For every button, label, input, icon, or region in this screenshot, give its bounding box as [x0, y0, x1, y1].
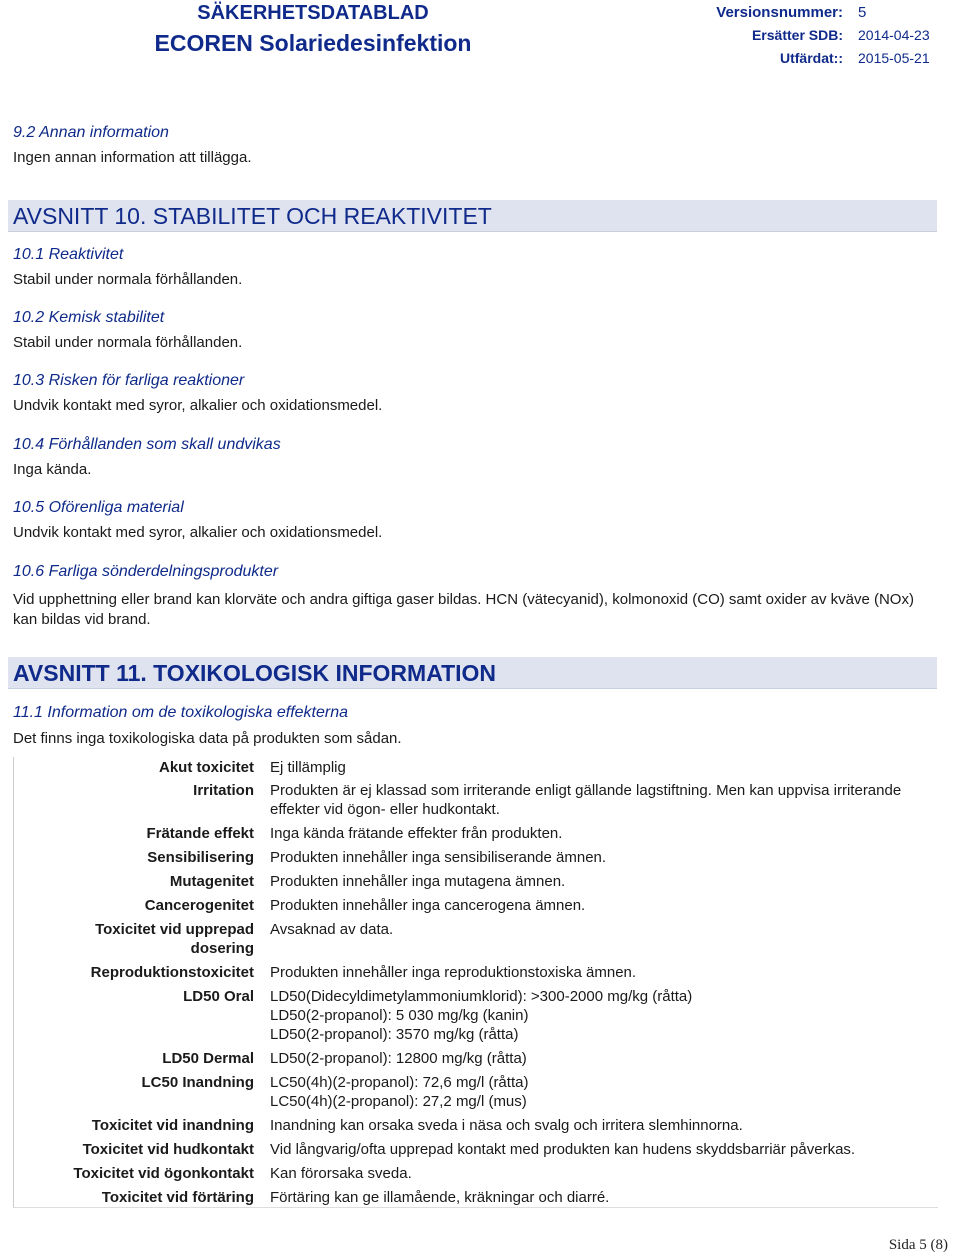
- section-11-1: [13, 704, 937, 747]
- section-11-header: [8, 657, 937, 689]
- section-10-4: [13, 436, 937, 478]
- row-label: LC50 Inandning: [141, 1074, 254, 1091]
- subsection-heading: 10.6 Farliga sönderdelningsprodukter: [13, 563, 279, 580]
- row-value: Produkten innehåller inga mutagena ämnen.: [270, 873, 566, 890]
- section-10-header: [8, 200, 937, 232]
- replaces-value: 2014-04-23: [858, 27, 930, 43]
- row-value: Produkten innehåller inga reproduktionstoxiska ämnen.: [270, 964, 637, 981]
- page-number: Sida 5 (8): [888, 1237, 948, 1253]
- subsection-text: Undvik kontakt med syror, alkalier och oxidationsmedel.: [13, 524, 383, 541]
- row-value: Avsaknad av data.: [270, 921, 394, 938]
- row-label: Toxicitet vid ögonkontakt: [73, 1165, 254, 1182]
- section-10-3: [13, 372, 937, 414]
- subsection-text: Stabil under normala förhållanden.: [13, 334, 243, 351]
- section-10-2: [13, 309, 937, 351]
- row-value: Inga kända frätande effekter från produkten.: [270, 825, 563, 842]
- issued-value: 2015-05-21: [858, 50, 930, 66]
- subsection-heading: 10.4 Förhållanden som skall undvikas: [13, 436, 281, 453]
- section-10-5: [13, 499, 937, 541]
- row-label: Frätande effekt: [146, 825, 254, 842]
- version-value: 5: [858, 4, 867, 21]
- row-value: Inandning kan orsaka sveda i näsa och svalg och irritera slemhinnorna.: [270, 1117, 743, 1134]
- subsection-heading: 10.3 Risken för farliga reaktioner: [13, 372, 245, 389]
- row-label: Reproduktionstoxicitet: [90, 964, 254, 981]
- row-value: LD50(2-propanol): 12800 mg/kg (råtta): [270, 1050, 527, 1067]
- issued-label: Utfärdat::: [780, 50, 843, 66]
- row-value: Ej tillämplig: [270, 759, 346, 776]
- subsection-heading: 10.1 Reaktivitet: [13, 246, 124, 263]
- row-value: Produkten är ej klassad som irriterande enligt gällande lagstiftning. Men kan uppvisa irriterande effekter vid ögon- eller hudkontakt.: [270, 782, 902, 818]
- row-value: Vid långvarig/ofta upprepad kontakt med produkten kan hudens skyddsbarriär påverkas.: [270, 1141, 856, 1158]
- subsection-text: Vid upphettning eller brand kan klorväte och andra giftiga gaser bildas. HCN (vätecyanid), kolmonoxid (CO) samt oxider av kväve (NOx) kan bildas vid brand.: [13, 591, 914, 628]
- row-label: Cancerogenitet: [144, 897, 254, 914]
- row-label: LD50 Dermal: [162, 1050, 254, 1067]
- subsection-heading: 9.2 Annan information: [13, 124, 169, 141]
- section-9-2: [13, 124, 937, 166]
- row-label: Mutagenitet: [169, 873, 254, 890]
- version-label: Versionsnummer:: [716, 4, 843, 21]
- subsection-text: Inga kända.: [13, 461, 92, 478]
- row-label: Irritation: [193, 782, 254, 799]
- product-name-title: ECOREN Solariedesinfektion: [154, 30, 472, 56]
- toxicology-table: [13, 757, 938, 1208]
- subsection-text: Det finns inga toxikologiska data på produkten som sådan.: [13, 730, 402, 747]
- row-label: Toxicitet vid upprepad dosering: [95, 921, 254, 957]
- section-11-title: AVSNITT 11. TOXIKOLOGISK INFORMATION: [13, 660, 497, 686]
- row-value: Kan förorsaka sveda.: [270, 1165, 412, 1182]
- row-label: Toxicitet vid inandning: [91, 1117, 254, 1134]
- subsection-text: Stabil under normala förhållanden.: [13, 271, 243, 288]
- subsection-text: Ingen annan information att tillägga.: [13, 149, 252, 166]
- row-label: Toxicitet vid hudkontakt: [82, 1141, 254, 1158]
- row-label: Toxicitet vid förtäring: [101, 1189, 254, 1206]
- subsection-text: Undvik kontakt med syror, alkalier och oxidationsmedel.: [13, 397, 383, 414]
- row-label: Sensibilisering: [147, 849, 254, 866]
- subsection-heading: 10.2 Kemisk stabilitet: [13, 309, 165, 326]
- document-type-title: SÄKERHETSDATABLAD: [197, 2, 429, 24]
- replaces-label: Ersätter SDB:: [751, 27, 843, 43]
- row-label: LD50 Oral: [183, 988, 254, 1005]
- row-value: Produkten innehåller inga sensibiliserande ämnen.: [270, 849, 607, 866]
- row-value: LC50(4h)(2-propanol): 72,6 mg/l (råtta) LC50(4h)(2-propanol): 27,2 mg/l (mus): [270, 1074, 529, 1110]
- section-10-6: [13, 563, 937, 630]
- subsection-heading: 11.1 Information om de toxikologiska effekterna: [13, 704, 348, 721]
- section-10-1: [13, 246, 937, 288]
- row-label: Akut toxicitet: [158, 759, 254, 776]
- row-value: Förtäring kan ge illamående, kräkningar och diarré.: [270, 1189, 610, 1206]
- section-10-title: AVSNITT 10. STABILITET OCH REAKTIVITET: [13, 203, 492, 229]
- row-value: Produkten innehåller inga cancerogena ämnen.: [270, 897, 586, 914]
- row-value: LD50(Didecyldimetylammoniumklorid): >300-2000 mg/kg (råtta) LD50(2-propanol): 5 030 mg/kg (kanin) LD50(2-propanol): 3570 mg/kg (råtta): [270, 988, 693, 1043]
- subsection-heading: 10.5 Oförenliga material: [13, 499, 184, 516]
